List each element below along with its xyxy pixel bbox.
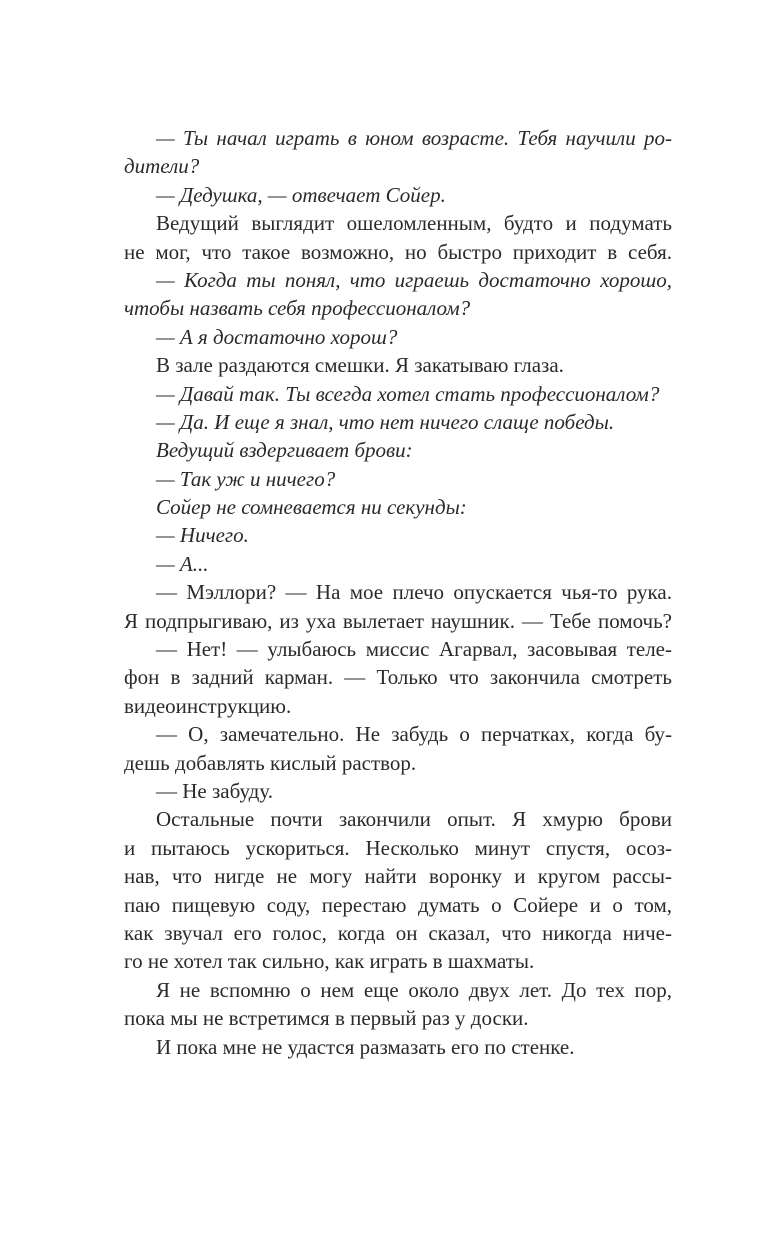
text-line: — Не забуду. (156, 778, 273, 803)
text-line: Ведущий вздергивает брови: (156, 438, 413, 463)
page-text (124, 124, 672, 1061)
text-line: чтобы назвать себя профессионалом? (124, 296, 471, 321)
text-line: В зале раздаются смешки. Я закатываю глаза. (156, 353, 564, 378)
text-line: паю пищевую соду, перестаю думать о Сойере и о том, (124, 892, 672, 917)
text-line: фон в задний карман. — Только что закончила смотреть (124, 665, 672, 690)
text-line: — А я достаточно хорош? (156, 324, 398, 349)
text-line: Сойер не сомневается ни секунды: (156, 495, 467, 520)
text-line: — Мэллори? — На мое плечо опускается чья-то рука. (156, 580, 672, 605)
text-line: нав, что нигде не могу найти воронку и кругом рассы- (124, 864, 672, 889)
text-line: пока мы не встретимся в первый раз у доски. (124, 1006, 529, 1031)
text-line: — Да. И еще я знал, что нет ничего слаще победы. (156, 409, 615, 434)
text-line: Я не вспомню о нем еще около двух лет. До тех пор, (156, 977, 672, 1002)
text-line: как звучал его голос, когда он сказал, что никогда ниче- (124, 920, 672, 945)
text-line: — Ты начал играть в юном возрасте. Тебя научили ро- (156, 126, 672, 150)
text-line: — Ничего. (156, 523, 249, 548)
text-line: — Нет! — улыбаюсь миссис Агарвал, засовывая теле- (156, 637, 672, 662)
text-line: — Так уж и ничего? (156, 466, 336, 491)
text-line: дешь добавлять кислый раствор. (124, 750, 417, 775)
text-line: — Дедушка, — отвечает Сойер. (156, 182, 446, 207)
text-line: — Давай так. Ты всегда хотел стать профессионалом? (156, 381, 660, 406)
text-line: не мог, что такое возможно, но быстро приходит в себя. (124, 239, 672, 264)
text-line: и пытаюсь ускориться. Несколько минут спустя, осоз- (124, 835, 672, 860)
text-line: Ведущий выглядит ошеломленным, будто и подумать (156, 211, 672, 236)
text-line: И пока мне не удастся размазать его по стенке. (156, 1034, 575, 1059)
text-line: — О, замечательно. Не забудь о перчатках, когда бу- (156, 722, 672, 747)
text-line: — Когда ты понял, что играешь достаточно хорошо, (156, 267, 672, 292)
text-line: го не хотел так сильно, как играть в шахматы. (124, 949, 535, 974)
text-line: Я подпрыгиваю, из уха вылетает наушник. — Тебе помочь? (124, 608, 672, 633)
text-line: дители? (124, 154, 200, 179)
text-line: Остальные почти закончили опыт. Я хмурю брови (156, 807, 672, 832)
text-line: — А... (156, 551, 209, 576)
text-line: видеоинструкцию. (124, 693, 292, 718)
